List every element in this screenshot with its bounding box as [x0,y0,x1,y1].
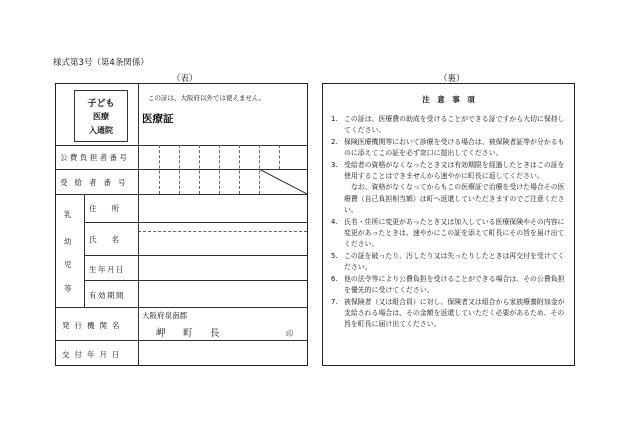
valid-period-label: 有効期間 [89,291,125,300]
card-name-line-1: 子ども [87,99,115,109]
issue-date-label: 交付年月日 [62,350,125,359]
address-label: 住 所 [89,204,119,213]
note-item: 3. 受給者の資格がなくなったとき又は有効期限を経過したときはこの証を使用することはできませんから速やかに町長に返してください。 [331,160,565,181]
card-title: 医療証 [142,113,174,125]
seal-mark: 印 [286,330,293,338]
card-name-line-2: 医療 [93,112,109,121]
back-side-label: （裏） [439,74,465,84]
note-item: 2. 保険医療機関等において診療を受ける場合は、被保険者証等が分かるものに添えてこの証を必ず窓口に提出してください。 [331,137,565,158]
payer-number-label: 公費負担者番号 [60,153,130,162]
note-item: 6. 他の法令等により公費負担を受けることができる場合は、その公費負担を優先的に受けてください。 [331,274,565,295]
infant-char-3: 児 [64,260,72,269]
note-item: なお、資格がなくなってからもこの医療証で治療を受けた場合その医療費（自己負担相当額）は町へ返還していただきますのでご注意ください。 [344,183,565,215]
infant-char-2: 幼 [64,237,72,246]
note-item: 4. 氏名・住所に変更があったとき又は加入している医療保険やその内容に変更があったときは、速やかにこの証を添えて町長にその旨を届け出てください。 [331,217,565,249]
note-item: 1. この証は、医療費の助成を受けることができる証ですから大切に保持してください。 [331,115,565,135]
note-item: 5. この証を破ったり、汚したり又は失ったりしたときは再交付を受けてください。 [331,251,565,272]
infant-char-1: 乳 [64,210,72,219]
form-number: 様式第3号（第4条関係） [53,58,149,68]
issuer-organization: 大阪府泉南郡 [142,311,187,320]
infant-char-4: 等 [64,284,72,293]
name-label: 氏 名 [89,235,119,244]
medical-card-back [322,83,575,366]
medical-card-front [55,83,308,366]
card-name-line-3: 入通院 [89,126,113,135]
note-item: 7. 被保険者（又は組合員）に対し、保険者又は組合から家族療養附加金が支給される場合は、その金額を返還していただく必要があるため、その旨を町長に届け出てください。 [331,297,565,329]
notes-header: 注 意 事 項 [422,95,475,104]
card-name-stamp [74,90,128,142]
issuer-label: 発行機関名 [62,321,125,330]
notes-list [331,114,569,331]
recipient-number-slash [259,169,307,194]
recipient-number-label: 受給者番号 [60,178,133,187]
birth-date-label: 生年月日 [89,265,125,274]
front-side-label: （表） [172,74,198,84]
usage-notice: この証は、大阪府以外では使えません。 [148,94,266,102]
issuer-mayor: 岬 町 長 [156,328,224,339]
